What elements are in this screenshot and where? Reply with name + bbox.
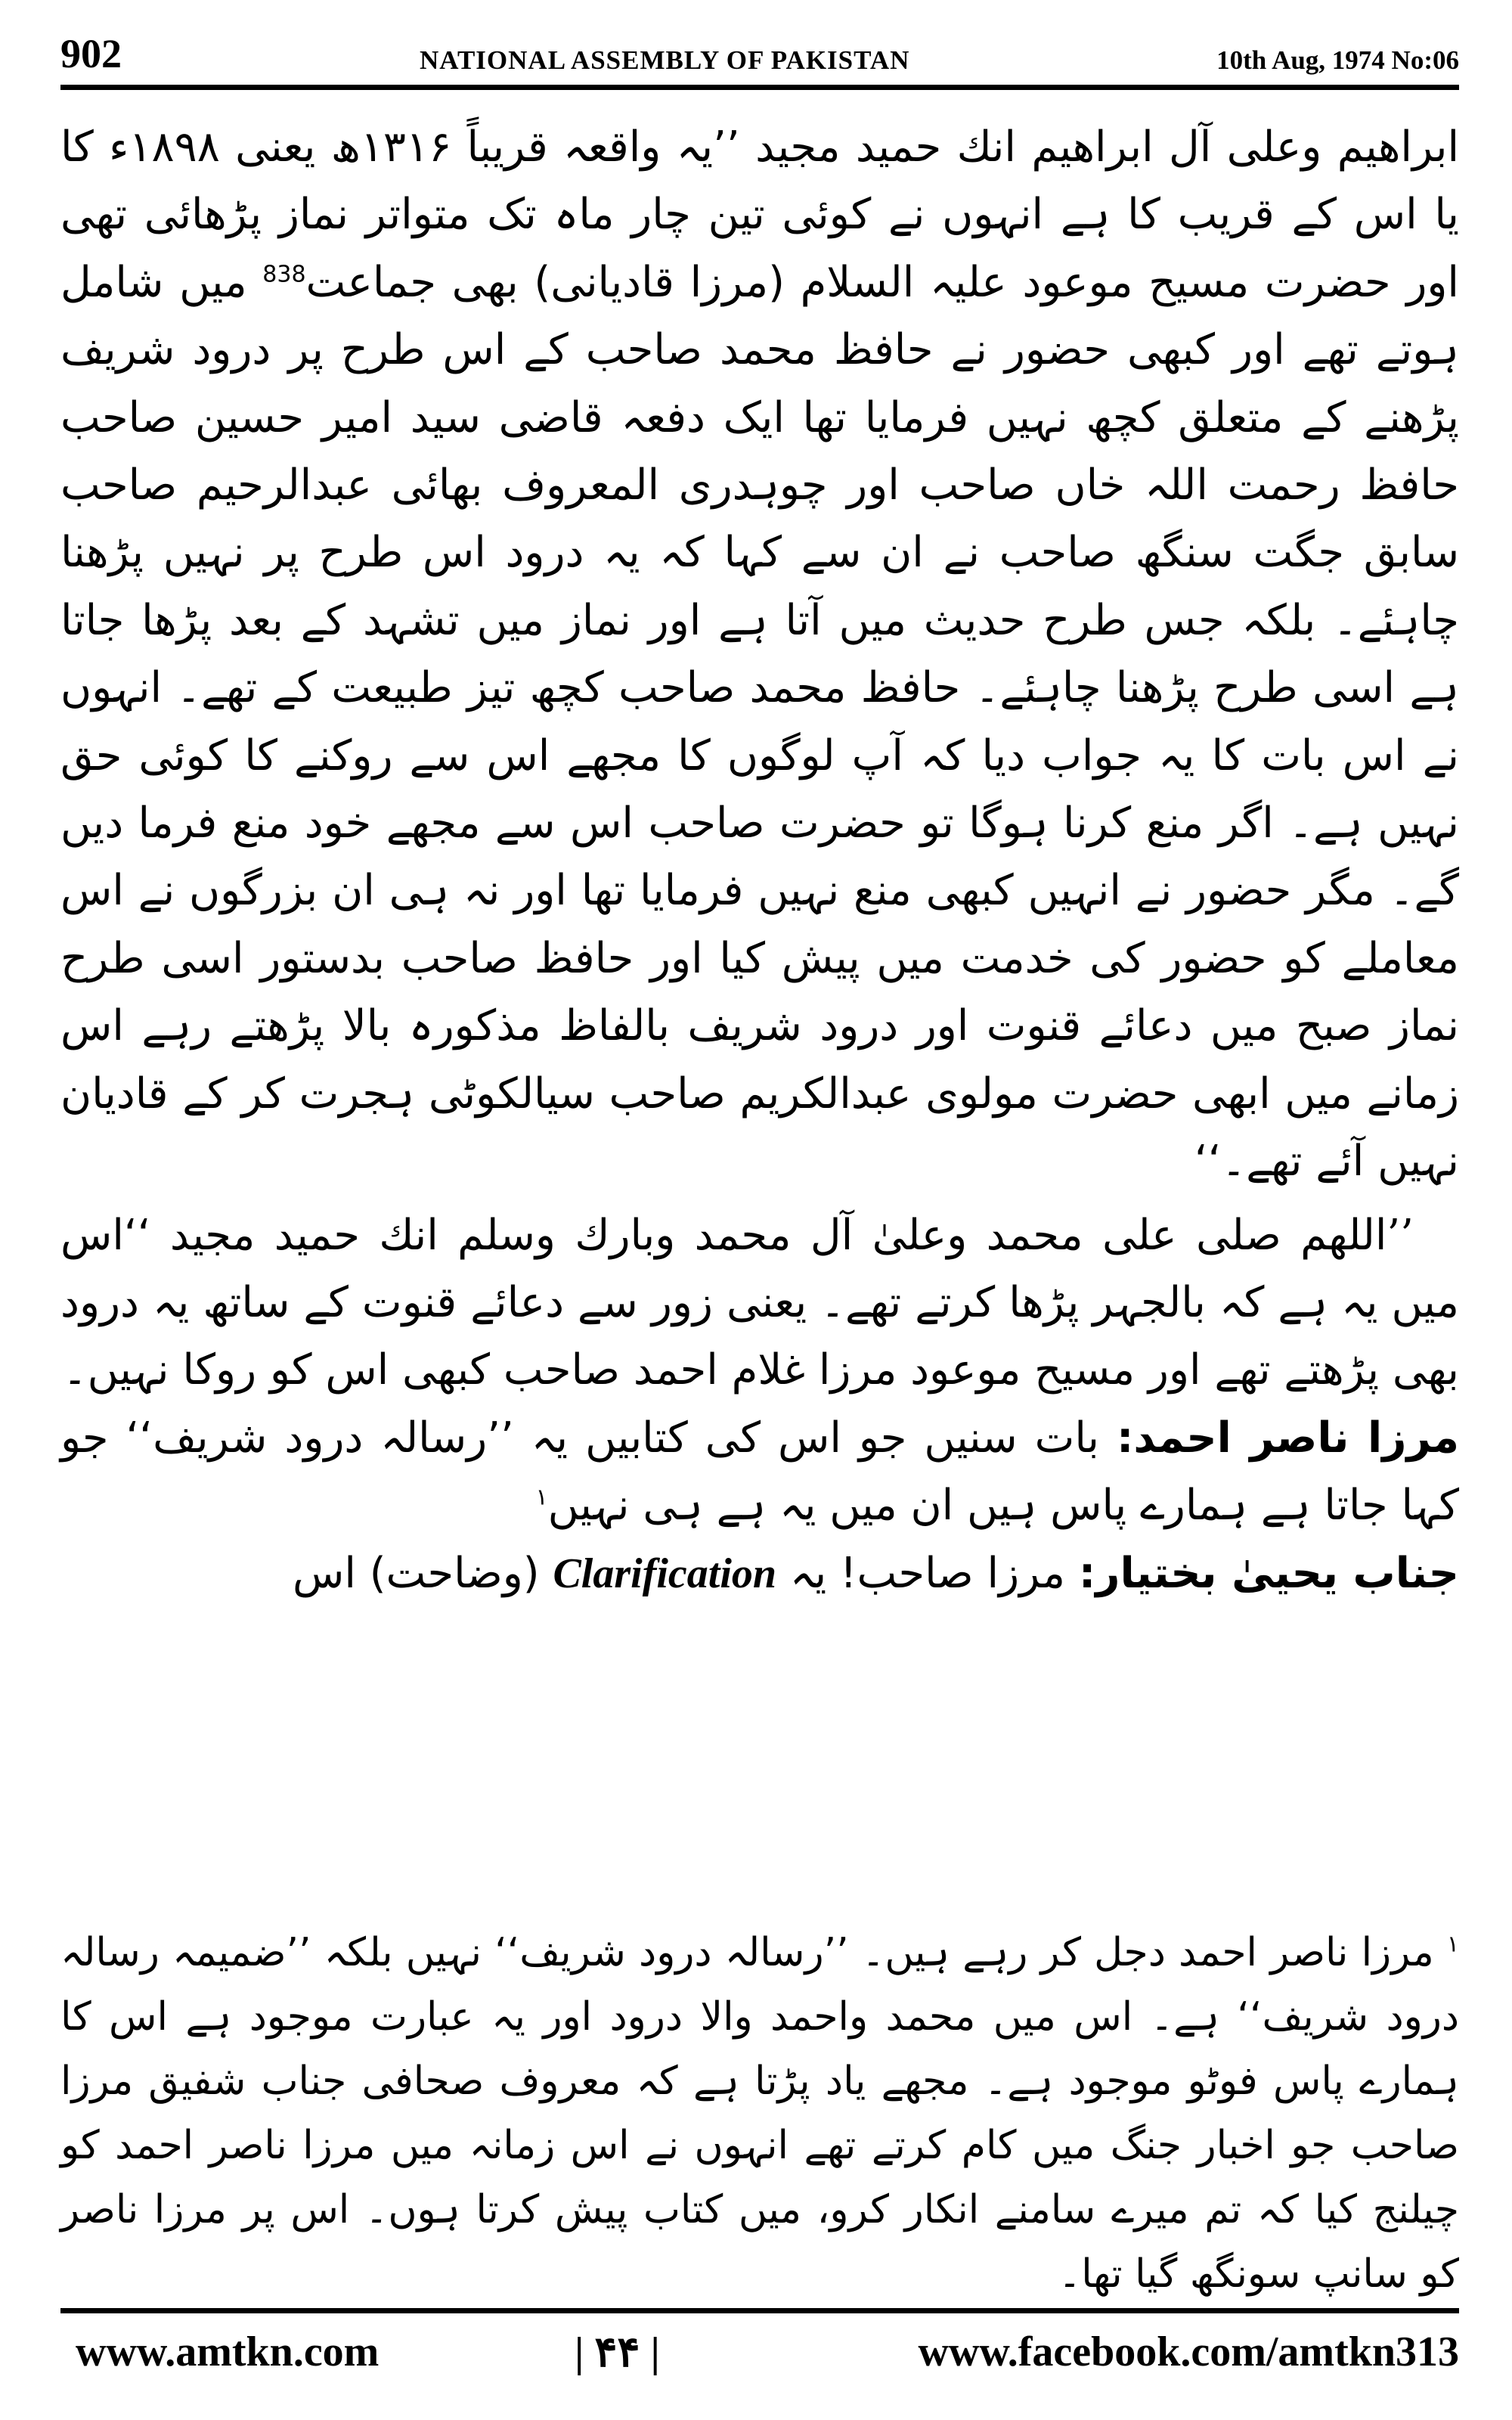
header-title: NATIONAL ASSEMBLY OF PAKISTAN bbox=[420, 45, 910, 75]
durood-commentary: ‘‘اس میں یہ ہے کہ بالجہر پڑھا کرتے تھے۔ یعنی زور سے دعائے قنوت کے ساتھ یہ درود بھی پڑھتے تھے اور مسیح موعود مرزا غلام احمد صاحب کبھی اس کو روکا نہیں۔ bbox=[60, 1210, 1459, 1395]
page-number: 902 bbox=[60, 31, 122, 76]
speaker-turn-bakhtiar bbox=[60, 1540, 1459, 1608]
main-text bbox=[60, 113, 1459, 1608]
speaker-statement: بات سنیں جو اس کی کتابیں یہ ’’رسالہ درود شریف‘‘ جو کہا جاتا ہے ہمارے پاس ہیں ان میں یہ ہے ہی نہیں bbox=[60, 1413, 1459, 1531]
footnote-paragraph bbox=[60, 1921, 1459, 2307]
speaker-name: مرزا ناصر احمد: bbox=[1116, 1413, 1460, 1463]
footnote-marker: ۱ bbox=[535, 1484, 548, 1511]
footer-rule bbox=[60, 2308, 1459, 2313]
page-marker: 838 bbox=[262, 261, 306, 288]
english-term: Clarification bbox=[553, 1550, 777, 1597]
header-rule bbox=[60, 85, 1459, 90]
speaker-statement: مرزا صاحب! یہ bbox=[776, 1548, 1079, 1598]
page-header bbox=[60, 30, 1459, 91]
paragraph-text-continued: میں شامل ہوتے تھے اور کبھی حضور نے حافظ محمد صاحب کے اس طرح پر درود شریف پڑھنے کے متعلق کچھ نہیں فرمایا تھا ایک دفعہ قاضی سید امیر حسین صاحب حافظ رحمت اللہ خاں صاحب اور چوہدری المعروف بھائی عبدالرحیم صاحب سابق جگت سنگھ صاحب نے ان سے کہا کہ یہ درود اس طرح پر نہیں پڑھنا چاہئے۔ بلکہ جس طرح حدیث میں آتا ہے اور نماز میں تشہد کے بعد پڑھا جاتا ہے اسی طرح پڑھنا چاہئے۔ حافظ محمد صاحب کچھ تیز طبیعت کے تھے۔ انہوں نے اس بات کا یہ جواب دیا کہ آپ لوگوں کا مجھے اس سے روکنے کا کوئی حق نہیں ہے۔ اگر منع کرنا ہوگا تو حضرت صاحب اس سے مجھے خود منع فرما دیں گے۔ مگر حضور نے انہیں کبھی منع نہیں فرمایا تھا اور نہ ہی ان بزرگوں نے اس معاملے کو حضور کی خدمت میں پیش کیا اور حافظ صاحب بدستور اسی طرح نماز صبح میں دعائے قنوت اور درود شریف بالفاظ مذکورہ بالا پڑھتے رہے اس زمانے میں ابھی حضرت مولوی عبدالکریم صاحب سیالکوٹی ہجرت کر کے قادیان نہیں آئے تھے۔‘‘ bbox=[60, 257, 1459, 1187]
header-date-issue: 10th Aug, 1974 No:06 bbox=[1216, 45, 1459, 75]
page-footer bbox=[60, 2320, 1459, 2388]
footer-facebook-link[interactable]: www.facebook.com/amtkn313 bbox=[918, 2328, 1459, 2375]
footer-page-number: | ۴۴ | bbox=[575, 2329, 660, 2376]
footnote-number: ۱ bbox=[1446, 1931, 1459, 1958]
speaker-name: جناب یحییٰ بختیار: bbox=[1078, 1548, 1459, 1598]
footnote-text: مرزا ناصر احمد دجل کر رہے ہیں۔ ’’رسالہ درود شریف‘‘ نہیں بلکہ ’’ضمیمہ رسالہ درود شریف‘‘ ہے۔ اس میں محمد واحمد والا درود اور یہ عبارت موجود ہے اس کا ہمارے پاس فوٹو موجود ہے۔ مجھے یاد پڑتا ہے کہ معروف صحافی جناب شفیق مرزا صاحب جو اخبار جنگ میں کام کرتے تھے انہوں نے اس زمانہ میں مرزا ناصر احمد کو چیلنج کیا کہ تم میرے سامنے انکار کرو، میں کتاب پیش کرتا ہوں۔ اس پر مرزا ناصر کو سانپ سونگھ گیا تھا۔ bbox=[60, 1930, 1459, 2297]
paragraph-quote-narration bbox=[60, 113, 1459, 1196]
durood-arabic: ’’اللھم صلی علی محمد وعلیٰ آل محمد وبارك وسلم انك حمید مجید bbox=[169, 1210, 1414, 1260]
arabic-phrase: ابراھیم وعلی آل ابراھیم انك حمید مجید bbox=[755, 123, 1460, 172]
paragraph-text: ’’یہ واقعہ قریباً ۱۳۱۶ھ یعنی ۱۸۹۸ء کا یا اس کے قریب کا ہے انہوں نے کوئی تین چار ماہ تک متواتر نماز پڑھائی تھی اور حضرت مسیح موعود علیہ السلام (مرزا قادیانی) بھی جماعت bbox=[60, 123, 1459, 307]
footer-website-link[interactable]: www.amtkn.com bbox=[76, 2328, 380, 2375]
paragraph-durood bbox=[60, 1202, 1459, 1404]
footnote bbox=[60, 1921, 1459, 2307]
speaker-statement-end: (وضاحت) اس bbox=[292, 1548, 553, 1598]
speaker-turn-mirza bbox=[60, 1404, 1459, 1540]
